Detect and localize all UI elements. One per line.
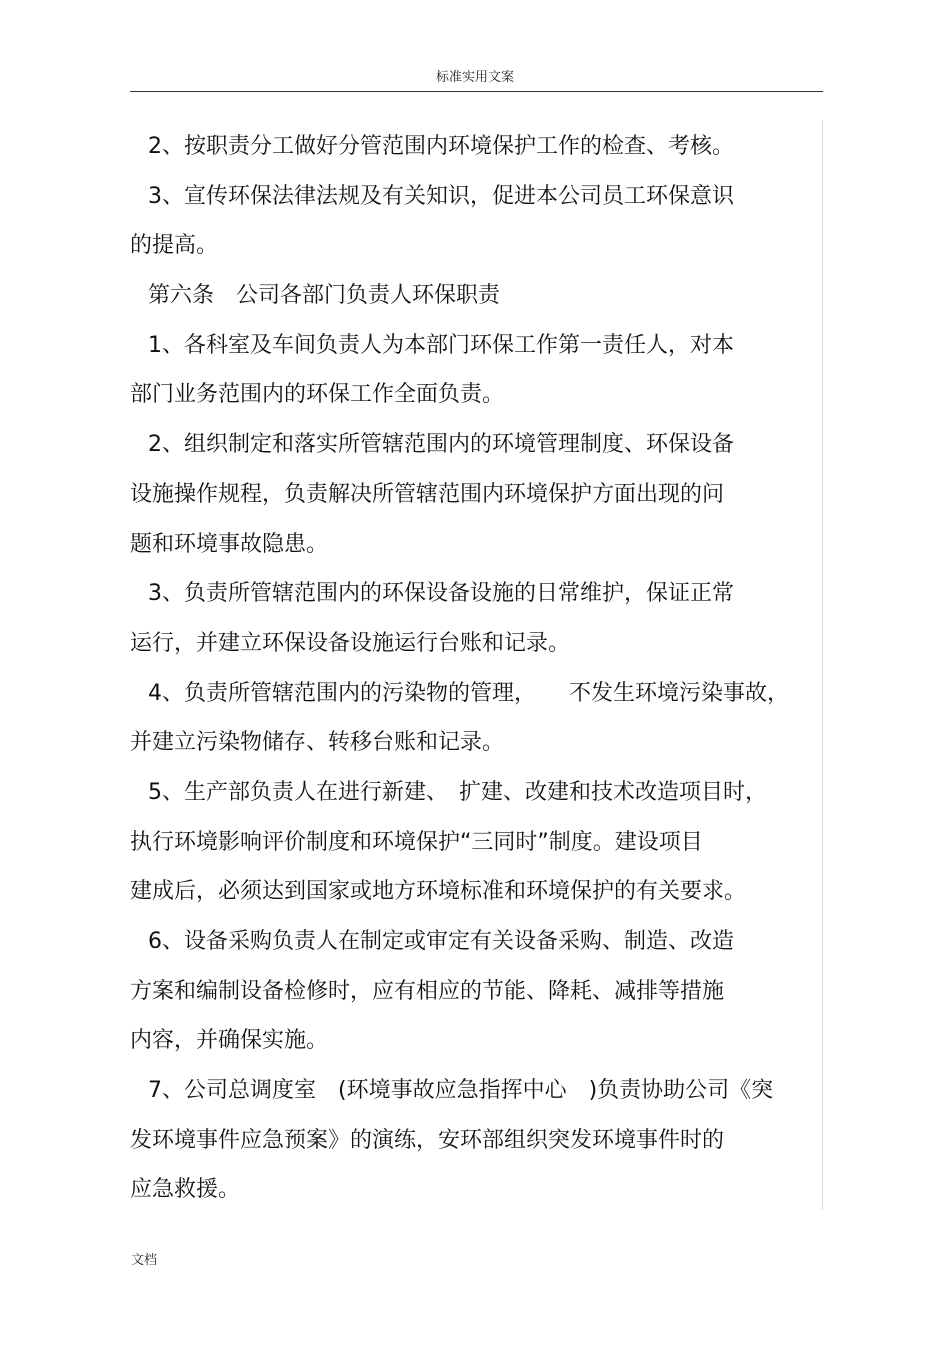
paragraph-line: 运行，并建立环保设备设施运行台账和记录。 xyxy=(130,630,571,656)
page-footer-label: 文档 xyxy=(131,1253,158,1268)
document-body xyxy=(130,128,810,1221)
paragraph-line: 2、组织制定和落实所管辖范围内的环境管理制度、环保设备 xyxy=(148,432,734,458)
paragraph-line: 的提高。 xyxy=(130,233,219,259)
paragraph-line: 3、宣传环保法律法规及有关知识，促进本公司员工环保意识 xyxy=(148,183,734,209)
paragraph-line: 7、公司总调度室 (环境事故应急指挥中心 )负责协助公司《突 xyxy=(148,1078,774,1104)
paragraph-line: 应急救援。 xyxy=(130,1177,241,1203)
paragraph-line: 6、设备采购负责人在制定或审定有关设备采购、制造、改造 xyxy=(148,929,734,954)
paragraph-line: 1、各科室及车间负责人为本部门环保工作第一责任人，对本 xyxy=(148,332,734,358)
article-heading: 第六条 公司各部门负责人环保职责 xyxy=(148,283,501,309)
paragraph-line: 部门业务范围内的环保工作全面负责。 xyxy=(130,382,505,408)
paragraph-line: 3、负责所管辖范围内的环保设备设施的日常维护，保证正常 xyxy=(148,581,734,607)
paragraph-line: 执行环境影响评价制度和环境保护“三同时”制度。建设项目 xyxy=(130,829,703,855)
right-margin-line xyxy=(822,120,823,1210)
page-header-title: 标准实用文案 xyxy=(435,70,514,85)
paragraph-line: 建成后，必须达到国家或地方环境标准和环境保护的有关要求。 xyxy=(130,879,747,905)
paragraph-line: 5、生产部负责人在进行新建、 扩建、改建和技术改造项目时， xyxy=(148,779,767,805)
paragraph-line: 2、按职责分工做好分管范围内环境保护工作的检查、考核。 xyxy=(148,134,734,159)
header-divider xyxy=(130,91,823,92)
paragraph-line: 内容，并确保实施。 xyxy=(130,1028,329,1054)
paragraph-line: 发环境事件应急预案》的演练，安环部组织突发环境事件时的 xyxy=(130,1127,725,1153)
paragraph-line: 方案和编制设备检修时，应有相应的节能、降耗、减排等措施 xyxy=(130,978,725,1004)
paragraph-line: 题和环境事故隐患。 xyxy=(130,531,329,557)
paragraph-line: 4、负责所管辖范围内的污染物的管理， 不发生环境污染事故， xyxy=(148,680,789,706)
paragraph-line: 并建立污染物储存、转移台账和记录。 xyxy=(130,730,505,756)
paragraph-line: 设施操作规程，负责解决所管辖范围内环境保护方面出现的问 xyxy=(130,481,725,507)
